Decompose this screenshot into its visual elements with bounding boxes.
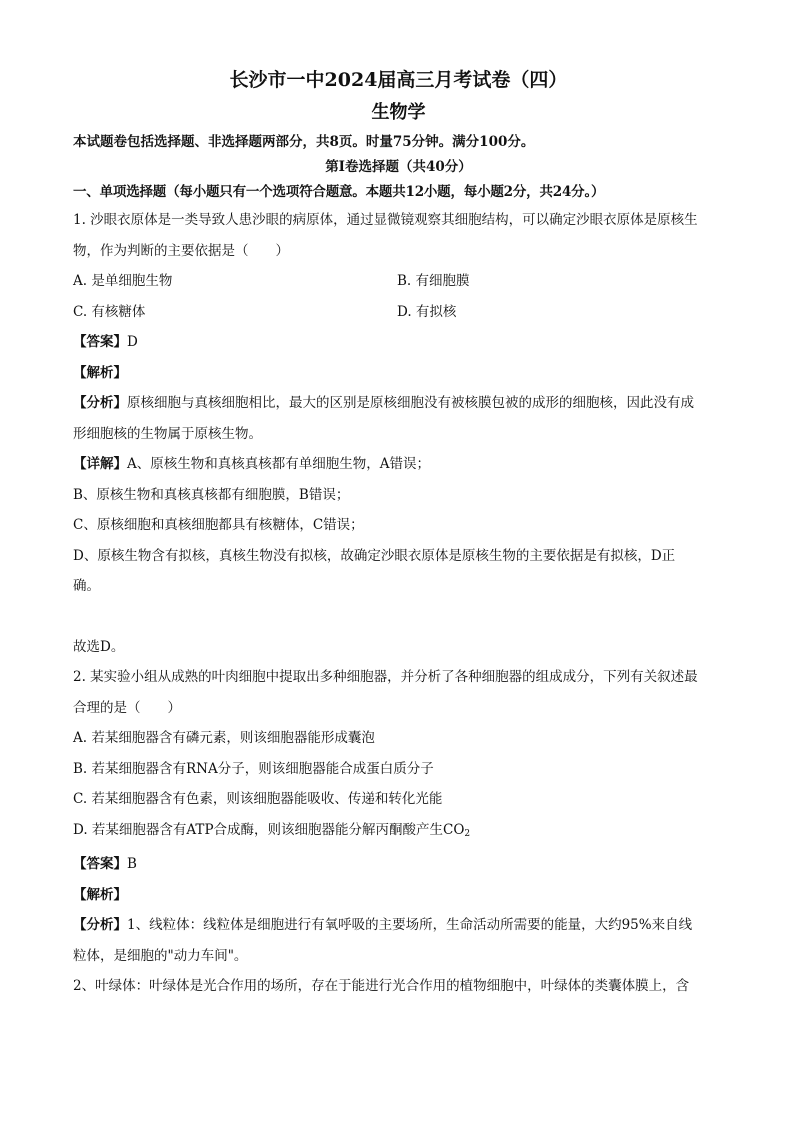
q2-fenxi-tag: 【分析】: [73, 917, 127, 933]
q1-detail-a: [73, 449, 724, 480]
q2-answer-tag: 【答案】: [73, 856, 127, 872]
q1-fenxi-text1: 原核细胞与真核细胞相比，最大的区别是原核细胞没有被核膜包被的成形的细胞核，因此没有成: [127, 395, 694, 411]
q2-option-b: B. 若某细胞器含有RNA分子，则该细胞器能合成蛋白质分子: [73, 760, 434, 777]
subject-title: 生物学: [371, 102, 426, 123]
q1-option-b: B. 有细胞膜: [397, 273, 470, 289]
q1-options-row2: [73, 297, 724, 328]
q2-option-d: [73, 815, 724, 850]
q2-option-a: A. 若某细胞器含有磷元素，则该细胞器能形成囊泡: [73, 730, 375, 746]
q2-stem-line2: 合理的是（ ）: [73, 699, 181, 716]
part-heading: 第Ⅰ卷选择题（共40分）: [325, 159, 472, 175]
q1-fenxi-line1: [73, 388, 724, 419]
q2-fenxi-line2: 粒体，是细胞的"动力车间"。: [73, 947, 248, 964]
section-heading: 一、单项选择题（每小题只有一个选项符合题意。本题共12小题，每小题2分，共24分。）: [73, 184, 605, 200]
q2-stem-line1: 2. 某实验小组从成熟的叶肉细胞中提取出多种细胞器，并分析了各种细胞器的组成成分，下列有关叙述最: [73, 669, 698, 685]
q1-fenxi-tag: 【分析】: [73, 395, 127, 411]
q1-fenxi-line2: 形细胞核的生物属于原核生物。: [73, 425, 262, 442]
q1-answer-tag: 【答案】: [73, 334, 127, 350]
q2-fenxi-text1: 1、线粒体：线粒体是细胞进行有氧呼吸的主要场所，生命活动所需要的能量，大约95%来自线: [127, 917, 693, 933]
q1-detail-b: B、原核生物和真核真核都有细胞膜，B错误；: [73, 486, 350, 503]
q1-options-row1: [73, 266, 724, 297]
q1-answer-value: D: [127, 334, 138, 350]
q1-detail-d2: 确。: [73, 578, 100, 594]
q2-option-d-text: D. 若某细胞器含有ATP合成酶，则该细胞器能分解丙酮酸产生CO: [73, 821, 465, 838]
q1-option-d: D. 有拟核: [397, 303, 457, 320]
q1-answer: [73, 327, 724, 358]
q1-detail-tag: 【详解】: [73, 456, 127, 472]
q2-answer: [73, 849, 724, 880]
blank-spacer: [73, 602, 724, 632]
q1-option-a: A. 是单细胞生物: [73, 273, 173, 289]
q2-analysis-tag: 【解析】: [73, 886, 127, 903]
q1-option-c: C. 有核糖体: [73, 303, 146, 320]
q2-option-d-subscript: 2: [464, 828, 471, 839]
exam-title: 长沙市一中2024届高三月考试卷（四）: [229, 69, 568, 91]
q2-fenxi-line1: [73, 910, 724, 941]
q1-detail-d1: D、原核生物含有拟核，真核生物没有拟核，故确定沙眼衣原体是原核生物的主要依据是有拟核，D正: [73, 547, 676, 564]
q1-stem-line1: 1. 沙眼衣原体是一类导致人患沙眼的病原体，通过显微镜观察其细胞结构，可以确定沙眼衣原体是原核生: [73, 212, 698, 228]
q1-stem-line2: 物，作为判断的主要依据是（ ）: [73, 242, 289, 259]
exam-instructions: 本试题卷包括选择题、非选择题两部分，共8页。时量75分钟。满分100分。: [73, 134, 535, 150]
q1-analysis-tag: 【解析】: [73, 364, 127, 381]
q1-conclusion: 故选D。: [73, 638, 125, 655]
q2-option-c: C. 若某细胞器含有色素，则该细胞器能吸收、传递和转化光能: [73, 791, 443, 807]
q2-fenxi-line3: 2、叶绿体：叶绿体是光合作用的场所，存在于能进行光合作用的植物细胞中，叶绿体的类囊体膜上，含: [73, 978, 690, 994]
q1-detail-c: C、原核细胞和真核细胞都具有核糖体，C错误；: [73, 517, 364, 533]
q1-detail-a-text: A、原核生物和真核真核都有单细胞生物，A错误；: [127, 456, 430, 472]
q2-answer-value: B: [127, 856, 137, 872]
